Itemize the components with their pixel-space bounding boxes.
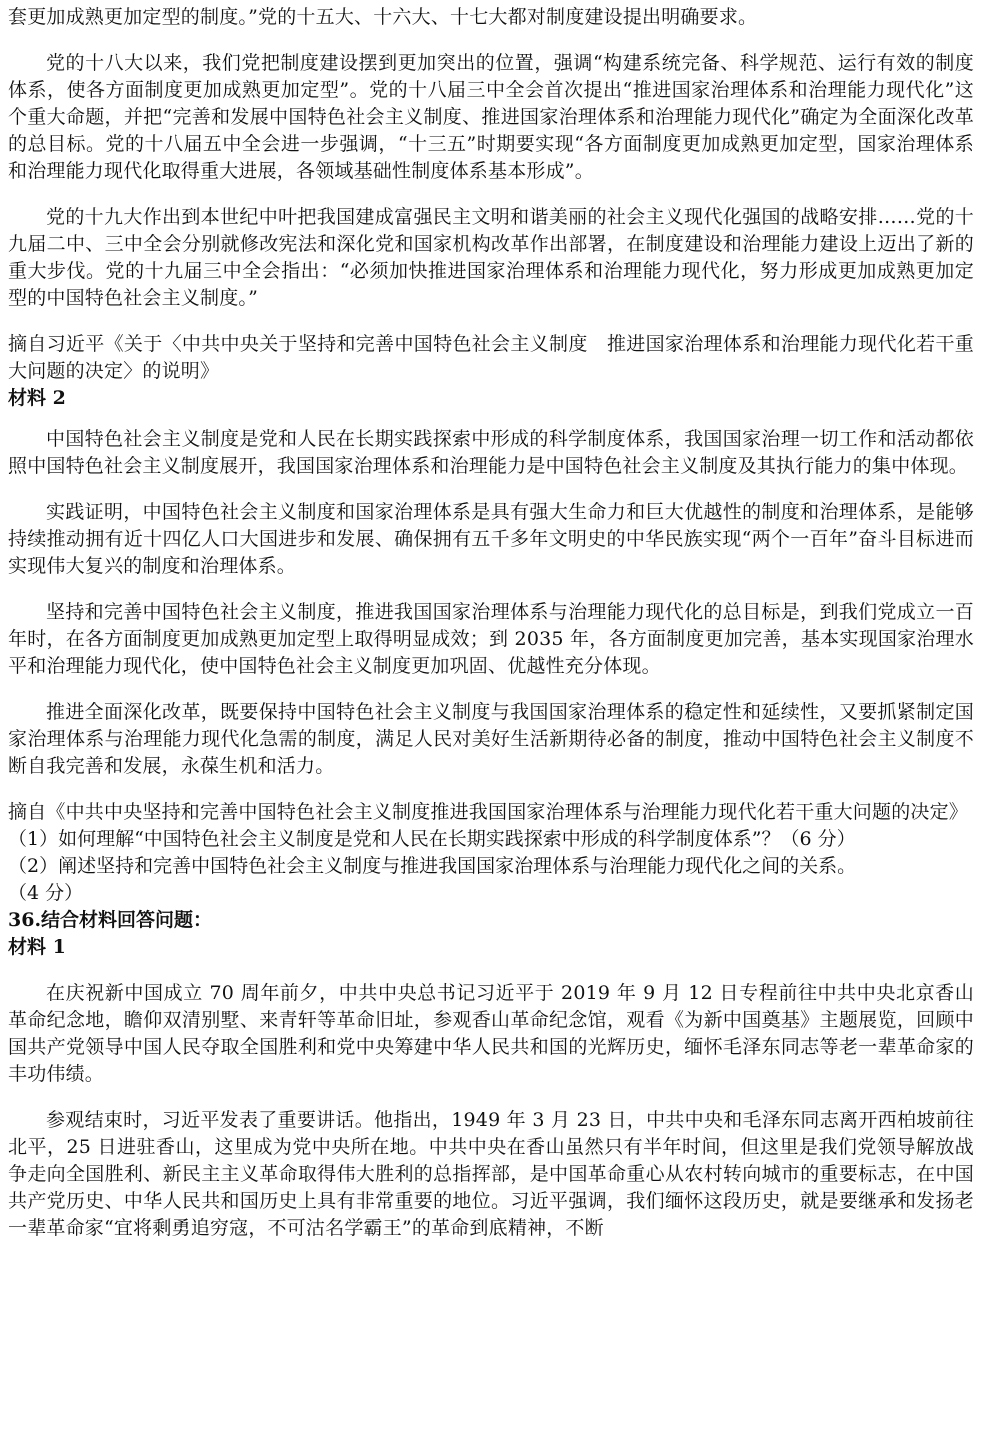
material-2-paragraph-2: 实践证明，中国特色社会主义制度和国家治理体系是具有强大生命力和巨大优越性的制度和治理体系，是能够持续推动拥有近十四亿人口大国进步和发展、确保拥有五千多年文明史的中华民族实现“两个一百年”奋斗目标进而实现伟大复兴的制度和治理体系。 [8,501,974,577]
paragraph-18th-congress: 党的十八大以来，我们党把制度建设摆到更加突出的位置，强调“构建系统完备、科学规范、运行有效的制度体系，使各方面制度更加成熟更加定型”。党的十八届三中全会首次提出“推进国家治理体系和治理能力现代化”这个重大命题，并把“完善和发展中国特色社会主义制度、推进国家治理体系和治理能力现代化”确定为全面深化改革的总目标。党的十八届五中全会进一步强调，“十三五”时期要实现“各方面制度更加成熟更加定型，国家治理体系和治理能力现代化取得重大进展，各领域基础性制度体系基本形成”。 [8,52,974,182]
question-2: （2）阐述坚持和完善中国特色社会主义制度与推进我国国家治理体系与治理能力现代化之间的关系。 [8,855,857,877]
material-2-paragraph-4: 推进全面深化改革，既要保持中国特色社会主义制度与我国国家治理体系的稳定性和延续性，又要抓紧制定国家治理体系与治理能力现代化急需的制度，满足人民对美好生活新期待必备的制度，推动中国特色社会主义制度不断自我完善和发展，永葆生机和活力。 [8,701,974,777]
question-2-score: （4 分） [8,882,84,904]
source-citation-2: 摘自《中共中央坚持和完善中国特色社会主义制度推进我国国家治理体系与治理能力现代化若干重大问题的决定》 [8,801,969,823]
continued-paragraph: 套更加成熟更加定型的制度。”党的十五大、十六大、十七大都对制度建设提出明确要求。 [8,6,758,28]
question-36-paragraph-2: 参观结束时，习近平发表了重要讲话。他指出，1949 年 3 月 23 日，中共中央和毛泽东同志离开西柏坡前往北平，25 日进驻香山，这里成为党中央所在地。中共中央在香山虽然只有半年时间，但这里是我们党领导解放战争走向全国胜利、新民主主义革命取得伟大胜利的总指挥部，是中国革命重心从农村转向城市的重要标志，在中国共产党历史、中华人民共和国历史上具有非常重要的地位。习近平强调，我们缅怀这段历史，就是要继承和发扬老一辈革命家“宜将剩勇追穷寇，不可沽名学霸王”的革命到底精神，不断 [8,1109,974,1239]
material-1-heading: 材料 1 [8,936,66,958]
source-citation-1: 摘自习近平《关于〈中共中央关于坚持和完善中国特色社会主义制度 推进国家治理体系和治理能力现代化若干重大问题的决定〉的说明》 [8,333,974,382]
material-2-heading: 材料 2 [8,387,66,409]
question-36-heading: 36.结合材料回答问题： [8,909,213,931]
question-1: （1）如何理解“中国特色社会主义制度是党和人民在长期实践探索中形成的科学制度体系”？（6 分） [8,828,856,850]
question-36-paragraph-1: 在庆祝新中国成立 70 周年前夕，中共中央总书记习近平于 2019 年 9 月 12 日专程前往中共中央北京香山革命纪念地，瞻仰双清别墅、来青轩等革命旧址，参观香山革命纪念馆，观看《为新中国奠基》主题展览，回顾中国共产党领导中国人民夺取全国胜利和党中央筹建中华人民共和国的光辉历史，缅怀毛泽东同志等老一辈革命家的丰功伟绩。 [8,982,974,1085]
material-2-paragraph-3: 坚持和完善中国特色社会主义制度，推进我国国家治理体系与治理能力现代化的总目标是，到我们党成立一百年时，在各方面制度更加成熟更加定型上取得明显成效；到 2035 年，各方面制度更加完善，基本实现国家治理水平和治理能力现代化，使中国特色社会主义制度更加巩固、优越性充分体现。 [8,601,974,677]
material-2-paragraph-1: 中国特色社会主义制度是党和人民在长期实践探索中形成的科学制度体系，我国国家治理一切工作和活动都依照中国特色社会主义制度展开，我国国家治理体系和治理能力是中国特色社会主义制度及其执行能力的集中体现。 [8,428,974,477]
paragraph-19th-congress: 党的十九大作出到本世纪中叶把我国建成富强民主文明和谐美丽的社会主义现代化强国的战略安排……党的十九届二中、三中全会分别就修改宪法和深化党和国家机构改革作出部署，在制度建设和治理能力建设上迈出了新的重大步伐。党的十九届三中全会指出：“必须加快推进国家治理体系和治理能力现代化，努力形成更加成熟更加定型的中国特色社会主义制度。” [8,206,974,309]
